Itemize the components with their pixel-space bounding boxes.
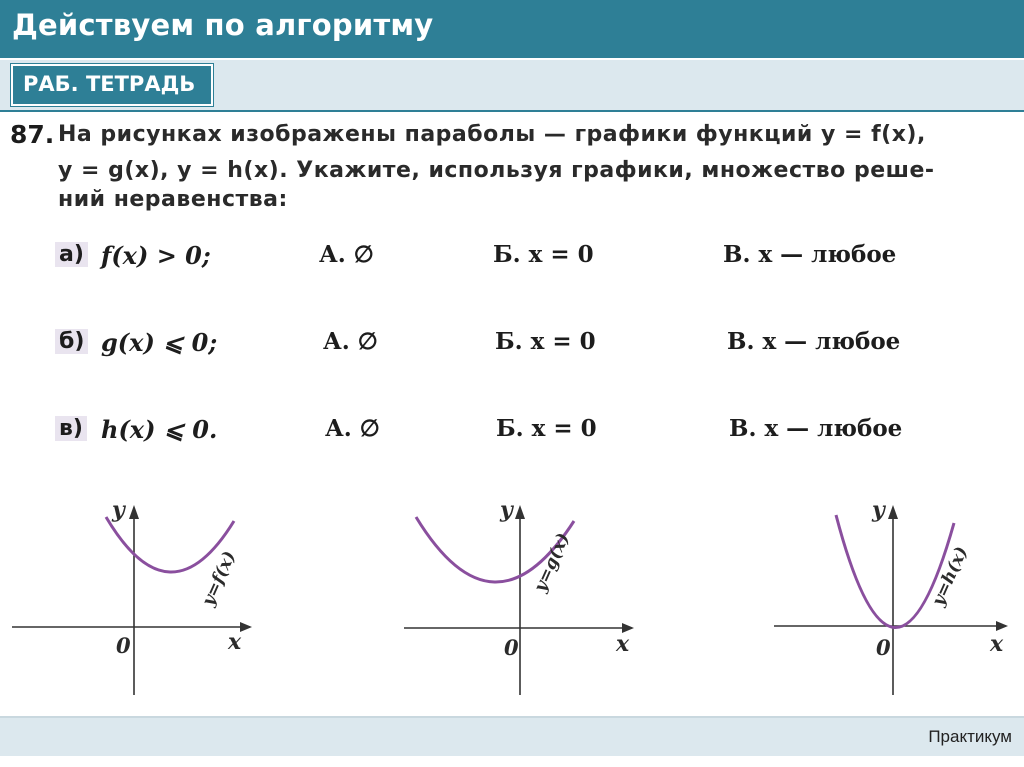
option-c: В. x — любое bbox=[723, 241, 897, 268]
footer-bar bbox=[0, 718, 1024, 756]
curve-label: y=h(x) bbox=[928, 543, 973, 610]
y-axis-label: y bbox=[872, 497, 885, 523]
y-axis-arrow bbox=[888, 505, 898, 519]
x-axis-arrow bbox=[996, 621, 1008, 631]
y-axis-arrow bbox=[515, 505, 525, 519]
option-a: А. ∅ bbox=[323, 328, 378, 355]
graph-g bbox=[402, 495, 652, 700]
row-label: б) bbox=[55, 329, 88, 354]
row-label: а) bbox=[55, 242, 88, 267]
x-axis-label: x bbox=[616, 631, 630, 657]
parabola-h bbox=[836, 515, 954, 628]
inequality: g(x) ⩽ 0; bbox=[101, 328, 218, 357]
option-b: Б. x = 0 bbox=[495, 328, 596, 355]
problem-text-line-2: y = g(x), y = h(x). Укажите, используя графики, множество реше- bbox=[58, 158, 935, 183]
origin-label: 0 bbox=[116, 633, 131, 658]
y-axis-label: y bbox=[500, 497, 513, 523]
option-b: Б. x = 0 bbox=[493, 241, 594, 268]
inequality: f(x) > 0; bbox=[101, 241, 211, 270]
workbook-badge-label: РАБ. ТЕТРАДЬ bbox=[23, 72, 196, 96]
y-axis-label: y bbox=[112, 497, 125, 523]
footer-label: Практикум bbox=[928, 727, 1012, 746]
graph-f bbox=[10, 495, 260, 700]
option-c: В. x — любое bbox=[729, 415, 903, 442]
problem-text-line-3: ний неравенства: bbox=[58, 187, 288, 212]
curve-label: y=f(x) bbox=[198, 548, 241, 610]
row-label: в) bbox=[55, 416, 87, 441]
slide-title: Действуем по алгоритму bbox=[12, 8, 434, 42]
problem-text-line-1: На рисунках изображены параболы — графики функций y = f(x), bbox=[58, 122, 926, 147]
header-bar bbox=[0, 0, 1024, 60]
graph-h bbox=[770, 495, 1020, 700]
origin-label: 0 bbox=[876, 635, 891, 660]
x-axis-arrow bbox=[240, 622, 252, 632]
y-axis-arrow bbox=[129, 505, 139, 519]
inequality: h(x) ⩽ 0. bbox=[101, 415, 218, 444]
x-axis-label: x bbox=[228, 629, 242, 655]
origin-label: 0 bbox=[504, 635, 519, 660]
x-axis-label: x bbox=[990, 631, 1004, 657]
option-a: А. ∅ bbox=[325, 415, 380, 442]
curve-label: y=g(x) bbox=[530, 530, 574, 596]
problem-number: 87. bbox=[10, 120, 55, 149]
option-a: А. ∅ bbox=[319, 241, 374, 268]
option-c: В. x — любое bbox=[727, 328, 901, 355]
option-b: Б. x = 0 bbox=[496, 415, 597, 442]
workbook-badge bbox=[11, 64, 213, 106]
